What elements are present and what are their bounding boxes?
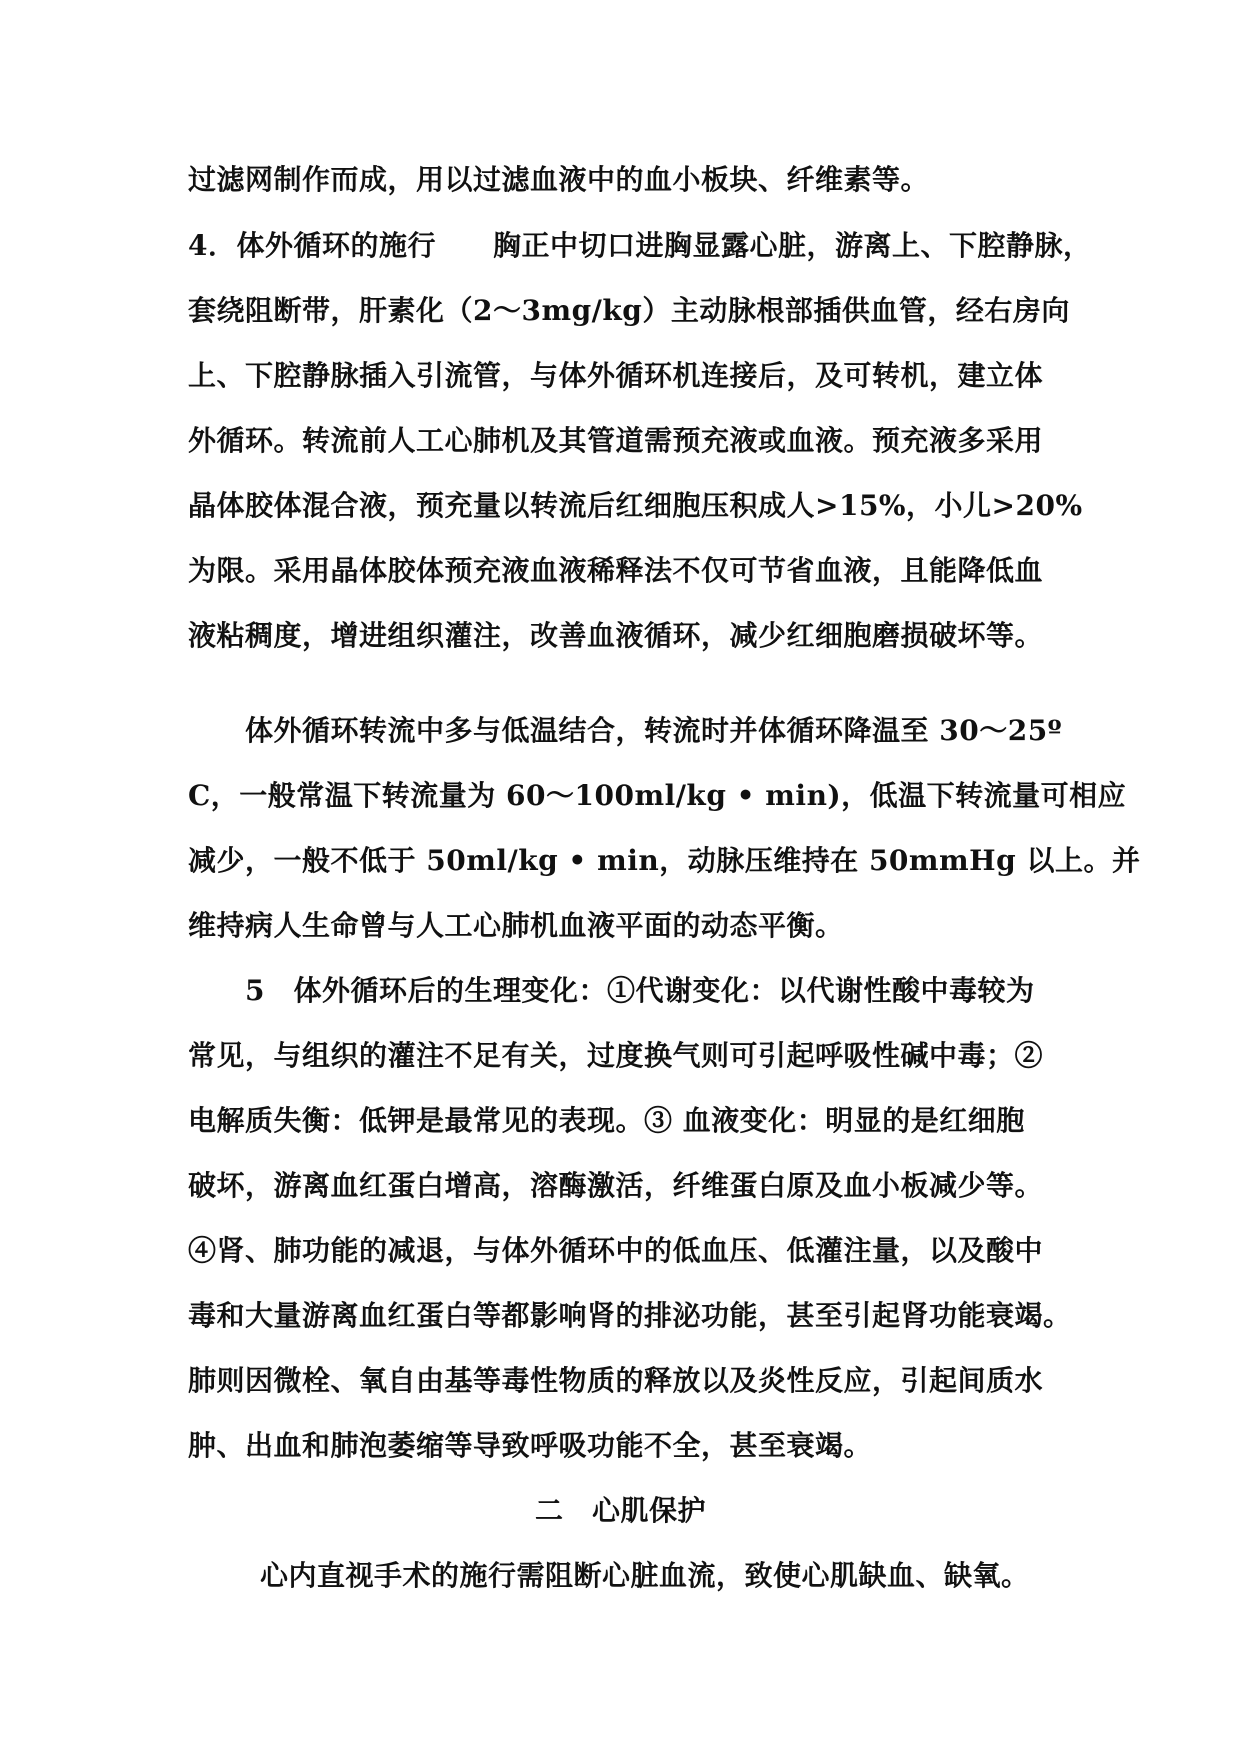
text-line: 肺则因微栓、氧自由基等毒性物质的释放以及炎性反应，引起间质水	[188, 1364, 1044, 1397]
text-line: 上、下腔静脉插入引流管，与体外循环机连接后，及可转机，建立体	[188, 359, 1044, 392]
paragraph-start-line: 体外循环转流中多与低温结合，转流时并体循环降温至 30～25º	[245, 714, 1063, 747]
text-line: 液粘稠度，增进组织灌注，改善血液循环，减少红细胞磨损破坏等。	[188, 619, 1044, 652]
section-4-heading-line: 4．体外循环的施行 胸正中切口进胸显露心脏，游离上、下腔静脉，	[188, 229, 1092, 262]
text-line: 毒和大量游离血红蛋白等都影响肾的排泌功能，甚至引起肾功能衰竭。	[188, 1299, 1072, 1332]
text-line: 为限。采用晶体胶体预充液血液稀释法不仅可节省血液，且能降低血	[188, 554, 1044, 587]
text-line: 晶体胶体混合液，预充量以转流后红细胞压积成人>15%，小儿>20%	[188, 489, 1083, 522]
text-line: 维持病人生命曾与人工心肺机血液平面的动态平衡。	[188, 909, 844, 942]
text-line: C，一般常温下转流量为 60～100ml/kg • min)，低温下转流量可相应	[188, 779, 1127, 812]
text-line: 减少，一般不低于 50ml/kg • min，动脉压维持在 50mmHg 以上。并	[188, 844, 1141, 877]
text-line: 过滤网制作而成，用以过滤血液中的血小板块、纤维素等。	[188, 163, 930, 196]
text-line: ④肾、肺功能的减退，与体外循环中的低血压、低灌注量，以及酸中	[188, 1234, 1044, 1267]
text-line: 电解质失衡：低钾是最常见的表现。③ 血液变化：明显的是红细胞	[188, 1104, 1025, 1137]
section-heading-myocardial-protection: 二 心肌保护	[534, 1494, 706, 1527]
text-line: 肿、出血和肺泡萎缩等导致呼吸功能不全，甚至衰竭。	[188, 1429, 873, 1462]
text-line: 破坏，游离血红蛋白增高，溶酶激活，纤维蛋白原及血小板减少等。	[188, 1169, 1044, 1202]
section-5-heading-line: 5 体外循环后的生理变化：①代谢变化：以代谢性酸中毒较为	[245, 974, 1035, 1007]
text-line: 套绕阻断带，肝素化（2～3mg/kg）主动脉根部插供血管，经右房向	[188, 294, 1070, 327]
paragraph-start-line: 心内直视手术的施行需阻断心脏血流，致使心肌缺血、缺氧。	[260, 1559, 1030, 1592]
text-line: 常见，与组织的灌注不足有关，过度换气则可引起呼吸性碱中毒；②	[188, 1039, 1044, 1072]
text-line: 外循环。转流前人工心肺机及其管道需预充液或血液。预充液多采用	[188, 424, 1044, 457]
